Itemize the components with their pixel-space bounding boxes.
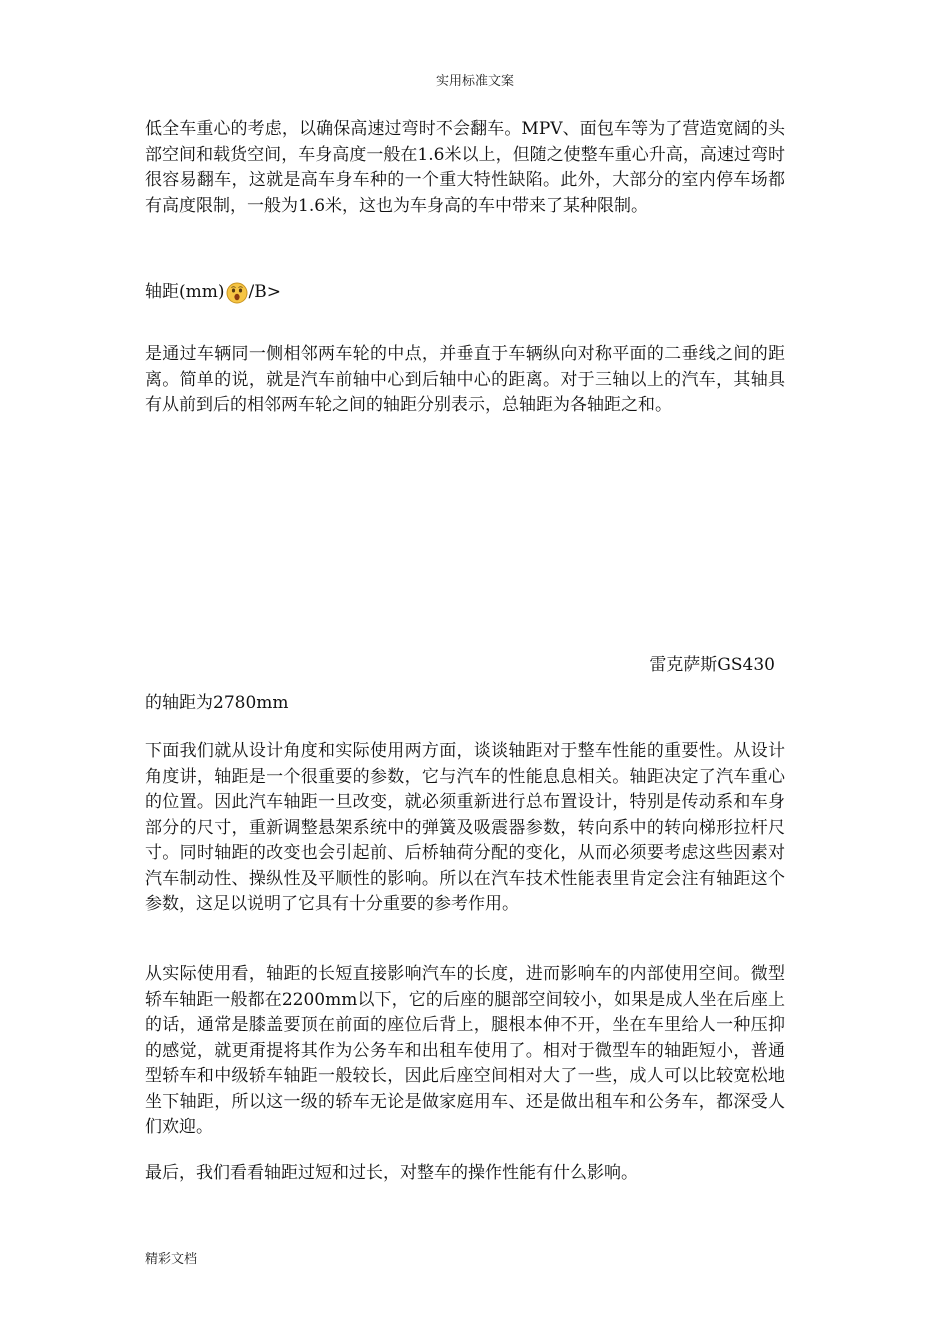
paragraph-wheelbase-definition: 是通过车辆同一侧相邻两车轮的中点，并垂直于车辆纵向对称平面的二垂线之间的距离。简单的说，就是汽车前轴中心到后轴中心的距离。对于三轴以上的汽车，其轴具有从前到后的相邻两车轮之间的轴距分别表示，总轴距为各轴距之和。 bbox=[145, 344, 785, 415]
page-header: 实用标准文案 bbox=[435, 74, 514, 89]
surprised-face-icon bbox=[226, 282, 248, 304]
paragraph-center-of-gravity: 低全车重心的考虑，以确保高速过弯时不会翻车。MPV、面包车等为了营造宽阔的头部空间和载货空间，车身高度一般在1.6米以上，但随之使整车重心升高，高速过弯时很容易翻车，这就是高车身车种的一个重大特性缺陷。此外，大部分的室内停车场都有高度限制，一般为1.6米，这也为车身高的车中带来了某种限制。 bbox=[145, 119, 785, 216]
page-footer: 精彩文档 bbox=[145, 1252, 198, 1267]
image-caption-model: 雷克萨斯GS430 bbox=[649, 655, 775, 675]
paragraph-design-perspective: 下面我们就从设计角度和实际使用两方面，谈谈轴距对于整车性能的重要性。从设计角度讲，轴距是一个很重要的参数，它与汽车的性能息息相关。轴距决定了汽车重心的位置。因此汽车轴距一旦改变，就必须重新进行总布置设计，特别是传动系和车身部分的尺寸，重新调整悬架系统中的弹簧及吸震器参数，转向系中的转向梯形拉杆尺寸。同时轴距的改变也会引起前、后桥轴荷分配的变化，从而必须要考虑这些因素对汽车制动性、操纵性及平顺性的影响。所以在汽车技术性能表里肯定会注有轴距这个参数，这足以说明了它具有十分重要的参考作用。 bbox=[145, 741, 785, 914]
section-heading-wheelbase bbox=[145, 280, 281, 305]
heading-prefix: 轴距(mm) bbox=[145, 282, 225, 302]
paragraph-practical-use: 从实际使用看，轴距的长短直接影响汽车的长度，进而影响车的内部使用空间。微型轿车轴距一般都在2200mm以下，它的后座的腿部空间较小，如果是成人坐在后座上的话，通常是膝盖要顶在前面的座位后背上，腿根本伸不开，坐在车里给人一种压抑的感觉，就更甭提将其作为公务车和出租车使用了。相对于微型车的轴距短小，普通型轿车和中级轿车轴距一般较长，因此后座空间相对大了一些，成人可以比较宽松地坐下轴距，所以这一级的轿车无论是做家庭用车、还是做出租车和公务车，都深受人们欢迎。 bbox=[145, 964, 785, 1137]
heading-suffix: /B> bbox=[248, 282, 281, 302]
image-caption-wheelbase: 的轴距为2780mm bbox=[145, 693, 289, 713]
paragraph-conclusion-intro: 最后，我们看看轴距过短和过长，对整车的操作性能有什么影响。 bbox=[145, 1163, 638, 1183]
